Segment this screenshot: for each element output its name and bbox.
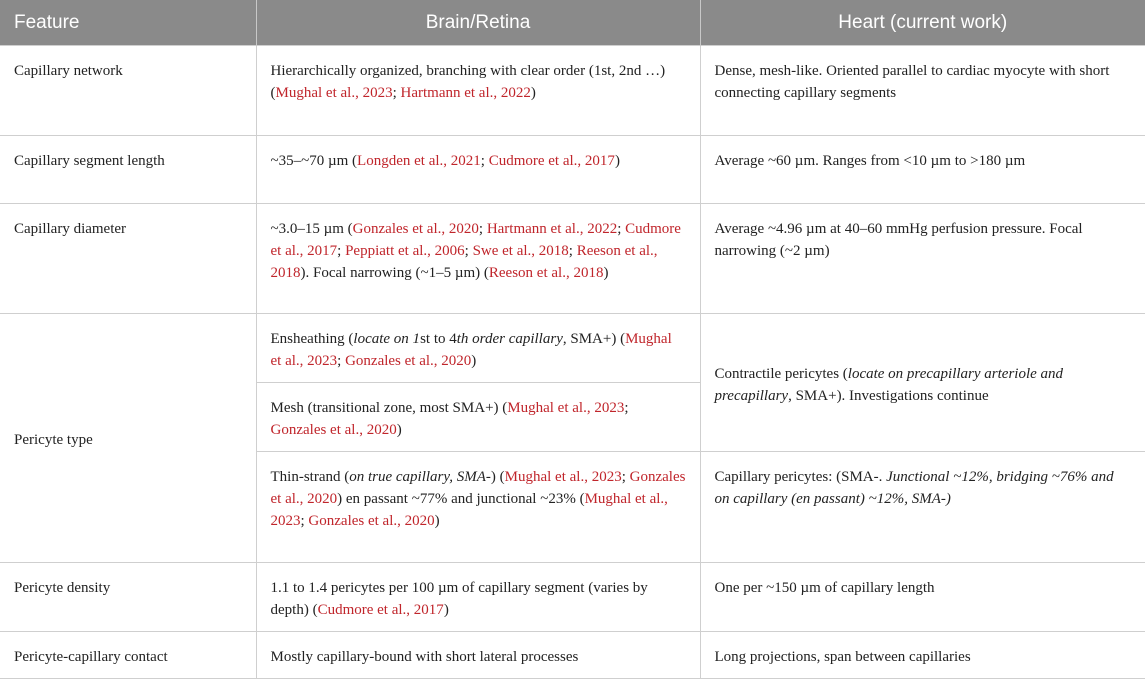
cell-text: ; bbox=[621, 469, 630, 485]
header-brain-retina: Brain/Retina bbox=[256, 0, 700, 46]
brain-cell bbox=[256, 314, 700, 383]
reference-link[interactable]: Mughal et al., 2023 bbox=[270, 331, 672, 369]
reference-link[interactable]: Mughal et al., 2023 bbox=[504, 469, 622, 485]
cell-text: Mesh (transitional zone, most SMA+) ( bbox=[270, 400, 508, 416]
reference-link[interactable]: Hartmann et al., 2022 bbox=[486, 221, 618, 237]
heart-cell bbox=[700, 314, 1145, 452]
reference-link[interactable]: Gonzales et al., 2020 bbox=[308, 513, 435, 529]
cell-text-italic: th order capillary bbox=[456, 331, 563, 347]
reference-link[interactable]: Swe et al., 2018 bbox=[472, 243, 569, 259]
cell-text: Thin-strand ( bbox=[270, 469, 350, 485]
table-row bbox=[0, 46, 1145, 136]
brain-cell bbox=[256, 204, 700, 314]
cell-text: Ensheathing ( bbox=[270, 331, 354, 347]
reference-link[interactable]: Reeson et al., 2018 bbox=[488, 265, 604, 281]
heart-cell: Long projections, span between capillaries bbox=[700, 632, 1145, 679]
cell-text: ; bbox=[624, 400, 629, 416]
heart-cell: Average ~60 µm. Ranges from <10 µm to >180 µm bbox=[700, 136, 1145, 204]
cell-text: ) bbox=[471, 353, 477, 369]
cell-text-italic: locate on 1 bbox=[353, 331, 421, 347]
cell-text: , SMA+) ( bbox=[562, 331, 626, 347]
feature-cell: Pericyte type bbox=[0, 314, 256, 563]
cell-text: ; bbox=[568, 243, 577, 259]
cell-text: ; bbox=[464, 243, 473, 259]
reference-link[interactable]: Longden et al., 2021 bbox=[357, 153, 481, 169]
cell-text: ; bbox=[300, 513, 309, 529]
reference-link[interactable]: Gonzales et al., 2020 bbox=[345, 353, 472, 369]
reference-link[interactable]: Hartmann et al., 2022 bbox=[400, 85, 531, 101]
heart-cell: One per ~150 µm of capillary length bbox=[700, 563, 1145, 632]
cell-text: ) bbox=[530, 85, 536, 101]
heart-cell bbox=[700, 452, 1145, 563]
cell-text: ) bbox=[396, 422, 402, 438]
cell-text: Hierarchically organized, branching with clear order (1st, 2nd …) ( bbox=[270, 63, 666, 101]
cell-text: ; bbox=[617, 221, 626, 237]
table-row bbox=[0, 204, 1145, 314]
reference-link[interactable]: Mughal et al., 2023 bbox=[270, 491, 668, 529]
cell-text: ) bbox=[614, 153, 620, 169]
cell-text: ) en passant ~77% and junctional ~23% ( bbox=[337, 491, 585, 507]
cell-text: ; bbox=[392, 85, 401, 101]
cell-text: ~35–~70 µm ( bbox=[270, 153, 358, 169]
cell-text: st to 4 bbox=[420, 331, 457, 347]
cell-text: ) bbox=[603, 265, 609, 281]
feature-cell: Capillary segment length bbox=[0, 136, 256, 204]
header-row bbox=[0, 0, 1145, 46]
feature-cell: Pericyte density bbox=[0, 563, 256, 632]
reference-link[interactable]: Cudmore et al., 2017 bbox=[317, 602, 444, 618]
cell-text: Contractile pericytes ( bbox=[714, 365, 848, 382]
feature-cell: Capillary network bbox=[0, 46, 256, 136]
brain-cell: Mostly capillary-bound with short lateral processes bbox=[256, 632, 700, 679]
brain-cell bbox=[256, 383, 700, 452]
reference-link[interactable]: Mughal et al., 2023 bbox=[275, 85, 393, 101]
brain-cell bbox=[256, 452, 700, 563]
brain-cell bbox=[256, 46, 700, 136]
reference-link[interactable]: Cudmore et al., 2017 bbox=[488, 153, 615, 169]
cell-text: ~3.0–15 µm ( bbox=[270, 221, 353, 237]
cell-text: ; bbox=[478, 221, 487, 237]
cell-text: 1.1 to 1.4 pericytes per 100 µm of capillary segment (varies by depth) ( bbox=[270, 580, 648, 618]
feature-cell: Pericyte-capillary contact bbox=[0, 632, 256, 679]
reference-link[interactable]: Gonzales et al., 2020 bbox=[270, 422, 397, 438]
cell-text: ; bbox=[337, 243, 346, 259]
cell-text: Capillary pericytes: (SMA-. bbox=[714, 469, 887, 485]
reference-link[interactable]: Gonzales et al., 2020 bbox=[270, 469, 686, 507]
reference-link[interactable]: Peppiatt et al., 2006 bbox=[345, 243, 465, 259]
reference-link[interactable]: Gonzales et al., 2020 bbox=[352, 221, 479, 237]
reference-link[interactable]: Cudmore et al., 2017 bbox=[270, 221, 681, 259]
header-heart: Heart (current work) bbox=[700, 0, 1145, 46]
header-feature: Feature bbox=[0, 0, 256, 46]
table-row bbox=[0, 632, 1145, 679]
feature-cell: Capillary diameter bbox=[0, 204, 256, 314]
brain-cell bbox=[256, 563, 700, 632]
cell-text-italic: locate on precapillary arteriole and precapillary bbox=[714, 365, 1064, 404]
heart-cell: Dense, mesh-like. Oriented parallel to cardiac myocyte with short connecting capillary segments bbox=[700, 46, 1145, 136]
cell-text: ; bbox=[480, 153, 489, 169]
reference-link[interactable]: Reeson et al., 2018 bbox=[270, 243, 658, 281]
brain-cell bbox=[256, 136, 700, 204]
table-row bbox=[0, 314, 1145, 383]
cell-text: ) bbox=[434, 513, 440, 529]
cell-text-italic: on true capillary, SMA- bbox=[349, 469, 491, 485]
heart-cell: Average ~4.96 µm at 40–60 mmHg perfusion pressure. Focal narrowing (~2 µm) bbox=[700, 204, 1145, 314]
cell-text: ) ( bbox=[490, 469, 505, 485]
table-row bbox=[0, 136, 1145, 204]
cell-text: ). Focal narrowing (~1–5 µm) ( bbox=[300, 265, 489, 281]
cell-text: ; bbox=[337, 353, 346, 369]
table-row bbox=[0, 563, 1145, 632]
reference-link[interactable]: Mughal et al., 2023 bbox=[507, 400, 625, 416]
cell-text-italic: Junctional ~12%, bridging ~76% and on capillary (en passant) ~12%, SMA-) bbox=[714, 469, 1114, 507]
cell-text: ) bbox=[443, 602, 449, 618]
cell-text: , SMA+). Investigations continue bbox=[788, 387, 989, 404]
